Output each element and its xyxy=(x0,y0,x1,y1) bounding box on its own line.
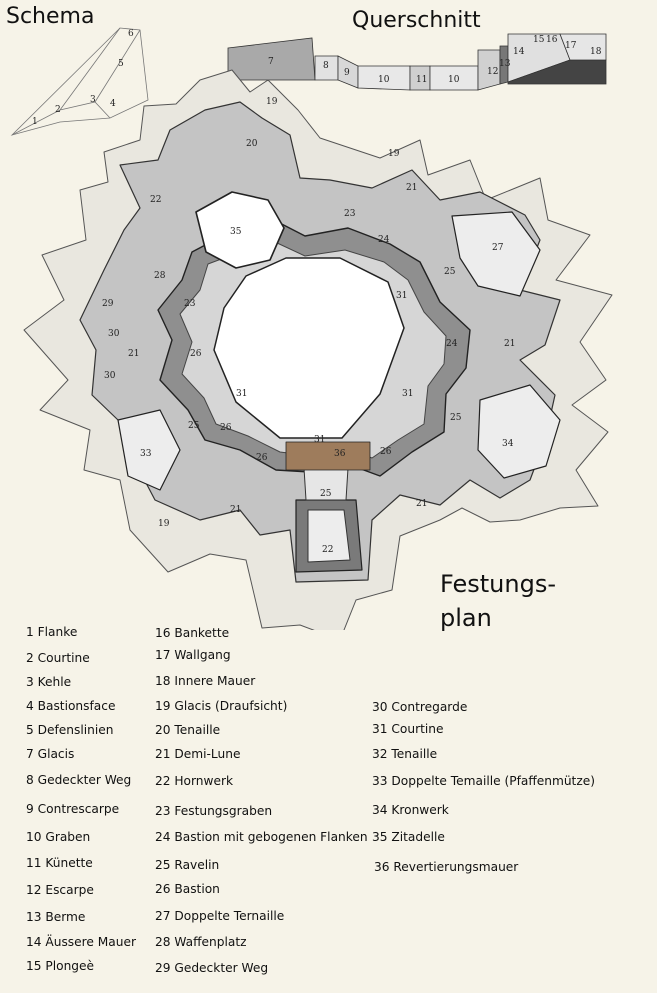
plan-label: 22 xyxy=(150,195,162,205)
schema-label: 3 xyxy=(90,95,96,105)
legend-item: 33 Doppelte Temaille (Pfaffenmütze) xyxy=(372,774,595,788)
legend-item: 17 Wallgang xyxy=(155,648,231,662)
plan-label: 19 xyxy=(266,97,278,107)
plan-label: 22 xyxy=(322,545,334,555)
plan-label: 21 xyxy=(504,339,516,349)
revetment-wall xyxy=(286,442,370,470)
section-label: 10 xyxy=(378,75,390,85)
legend-item: 29 Gedeckter Weg xyxy=(155,961,269,975)
legend-item: 34 Kronwerk xyxy=(372,803,449,817)
plan-label: 25 xyxy=(320,489,332,499)
legend-item: 13 Berme xyxy=(26,910,86,924)
legend-item: 35 Zitadelle xyxy=(372,830,445,844)
plan-label: 26 xyxy=(256,453,268,463)
section-label: 9 xyxy=(344,68,350,78)
plan-label: 20 xyxy=(246,139,258,149)
legend-item: 18 Innere Mauer xyxy=(155,674,256,688)
plan-label: 25 xyxy=(188,421,200,431)
legend-item: 30 Contregarde xyxy=(372,700,468,714)
legend-item: 7 Glacis xyxy=(26,747,75,761)
plan-label: 19 xyxy=(388,149,400,159)
legend-item: 12 Escarpe xyxy=(26,883,94,897)
plan-label: 21 xyxy=(230,505,242,515)
section-label: 17 xyxy=(565,41,577,51)
schema-label: 2 xyxy=(55,105,61,115)
plan-label: 21 xyxy=(128,349,140,359)
plan-label: 25 xyxy=(450,413,462,423)
legend-item: 14 Äussere Mauer xyxy=(26,935,136,949)
festungsplan-title-line2: plan xyxy=(440,604,492,632)
schema-label: 1 xyxy=(32,117,38,127)
plan-label: 21 xyxy=(406,183,418,193)
section-label: 12 xyxy=(487,67,499,77)
section-label: 11 xyxy=(416,75,428,85)
legend-item: 31 Courtine xyxy=(372,722,444,736)
plan-label: 25 xyxy=(444,267,456,277)
section-label: 10 xyxy=(448,75,460,85)
schema-title: Schema xyxy=(6,4,95,29)
plan-label: 30 xyxy=(104,371,116,381)
section-label: 18 xyxy=(590,47,602,57)
legend-item: 24 Bastion mit gebogenen Flanken xyxy=(155,830,368,844)
legend-item: 9 Contrescarpe xyxy=(26,802,120,816)
festungsplan-title-line1: Festungs- xyxy=(440,570,556,598)
section-label: 8 xyxy=(323,61,329,71)
schema-label: 4 xyxy=(110,99,116,109)
plan-label: 31 xyxy=(314,435,326,445)
section-label: 14 xyxy=(513,47,525,57)
legend-item: 16 Bankette xyxy=(155,626,230,640)
section-label: 7 xyxy=(268,57,274,67)
legend-item: 15 Plongeè xyxy=(26,959,95,973)
plan-label: 28 xyxy=(154,271,166,281)
plan-label: 24 xyxy=(446,339,458,349)
plan-label: 27 xyxy=(492,243,504,253)
plan-label: 31 xyxy=(396,291,408,301)
legend-item: 36 Revertierungsmauer xyxy=(374,860,519,874)
plan-label: 31 xyxy=(236,389,248,399)
plan-label: 23 xyxy=(184,299,196,309)
legend-item: 3 Kehle xyxy=(26,675,72,689)
legend-item: 1 Flanke xyxy=(26,625,78,639)
querschnitt-title: Querschnitt xyxy=(352,8,481,33)
plan-label: 21 xyxy=(416,499,428,509)
legend-item: 27 Doppelte Ternaille xyxy=(155,909,285,923)
legend-item: 28 Waffenplatz xyxy=(155,935,247,949)
plan-label: 24 xyxy=(378,235,390,245)
plan-label: 19 xyxy=(158,519,170,529)
legend-item: 26 Bastion xyxy=(155,882,220,896)
legend-item: 23 Festungsgraben xyxy=(155,804,273,818)
legend-item: 8 Gedeckter Weg xyxy=(26,773,132,787)
legend-item: 20 Tenaille xyxy=(155,723,221,737)
plan-label: 26 xyxy=(220,423,232,433)
plan-label: 30 xyxy=(108,329,120,339)
plan-label: 35 xyxy=(230,227,242,237)
schema-label: 6 xyxy=(128,29,134,39)
legend-item: 25 Ravelin xyxy=(155,858,220,872)
plan-label: 26 xyxy=(380,447,392,457)
legend-item: 10 Graben xyxy=(26,830,91,844)
schema-label: 5 xyxy=(118,59,124,69)
plan-label: 36 xyxy=(334,449,346,459)
legend-item: 11 Künette xyxy=(26,856,93,870)
plan-label: 26 xyxy=(190,349,202,359)
section-label: 16 xyxy=(546,35,558,45)
section-label: 15 xyxy=(533,35,545,45)
legend-item: 4 Bastionsface xyxy=(26,699,116,713)
plan-label: 31 xyxy=(402,389,414,399)
plan-label: 23 xyxy=(344,209,356,219)
legend-item: 22 Hornwerk xyxy=(155,774,234,788)
legend-item: 21 Demi-Lune xyxy=(155,747,241,761)
legend-item: 19 Glacis (Draufsicht) xyxy=(155,699,288,713)
plan-label: 34 xyxy=(502,439,514,449)
section-label: 13 xyxy=(499,59,511,69)
legend-item: 32 Tenaille xyxy=(372,747,438,761)
legend-item: 5 Defenslinien xyxy=(26,723,114,737)
legend-item: 2 Courtine xyxy=(26,651,90,665)
fortress-plan xyxy=(24,70,612,630)
plan-label: 29 xyxy=(102,299,114,309)
plan-label: 33 xyxy=(140,449,152,459)
